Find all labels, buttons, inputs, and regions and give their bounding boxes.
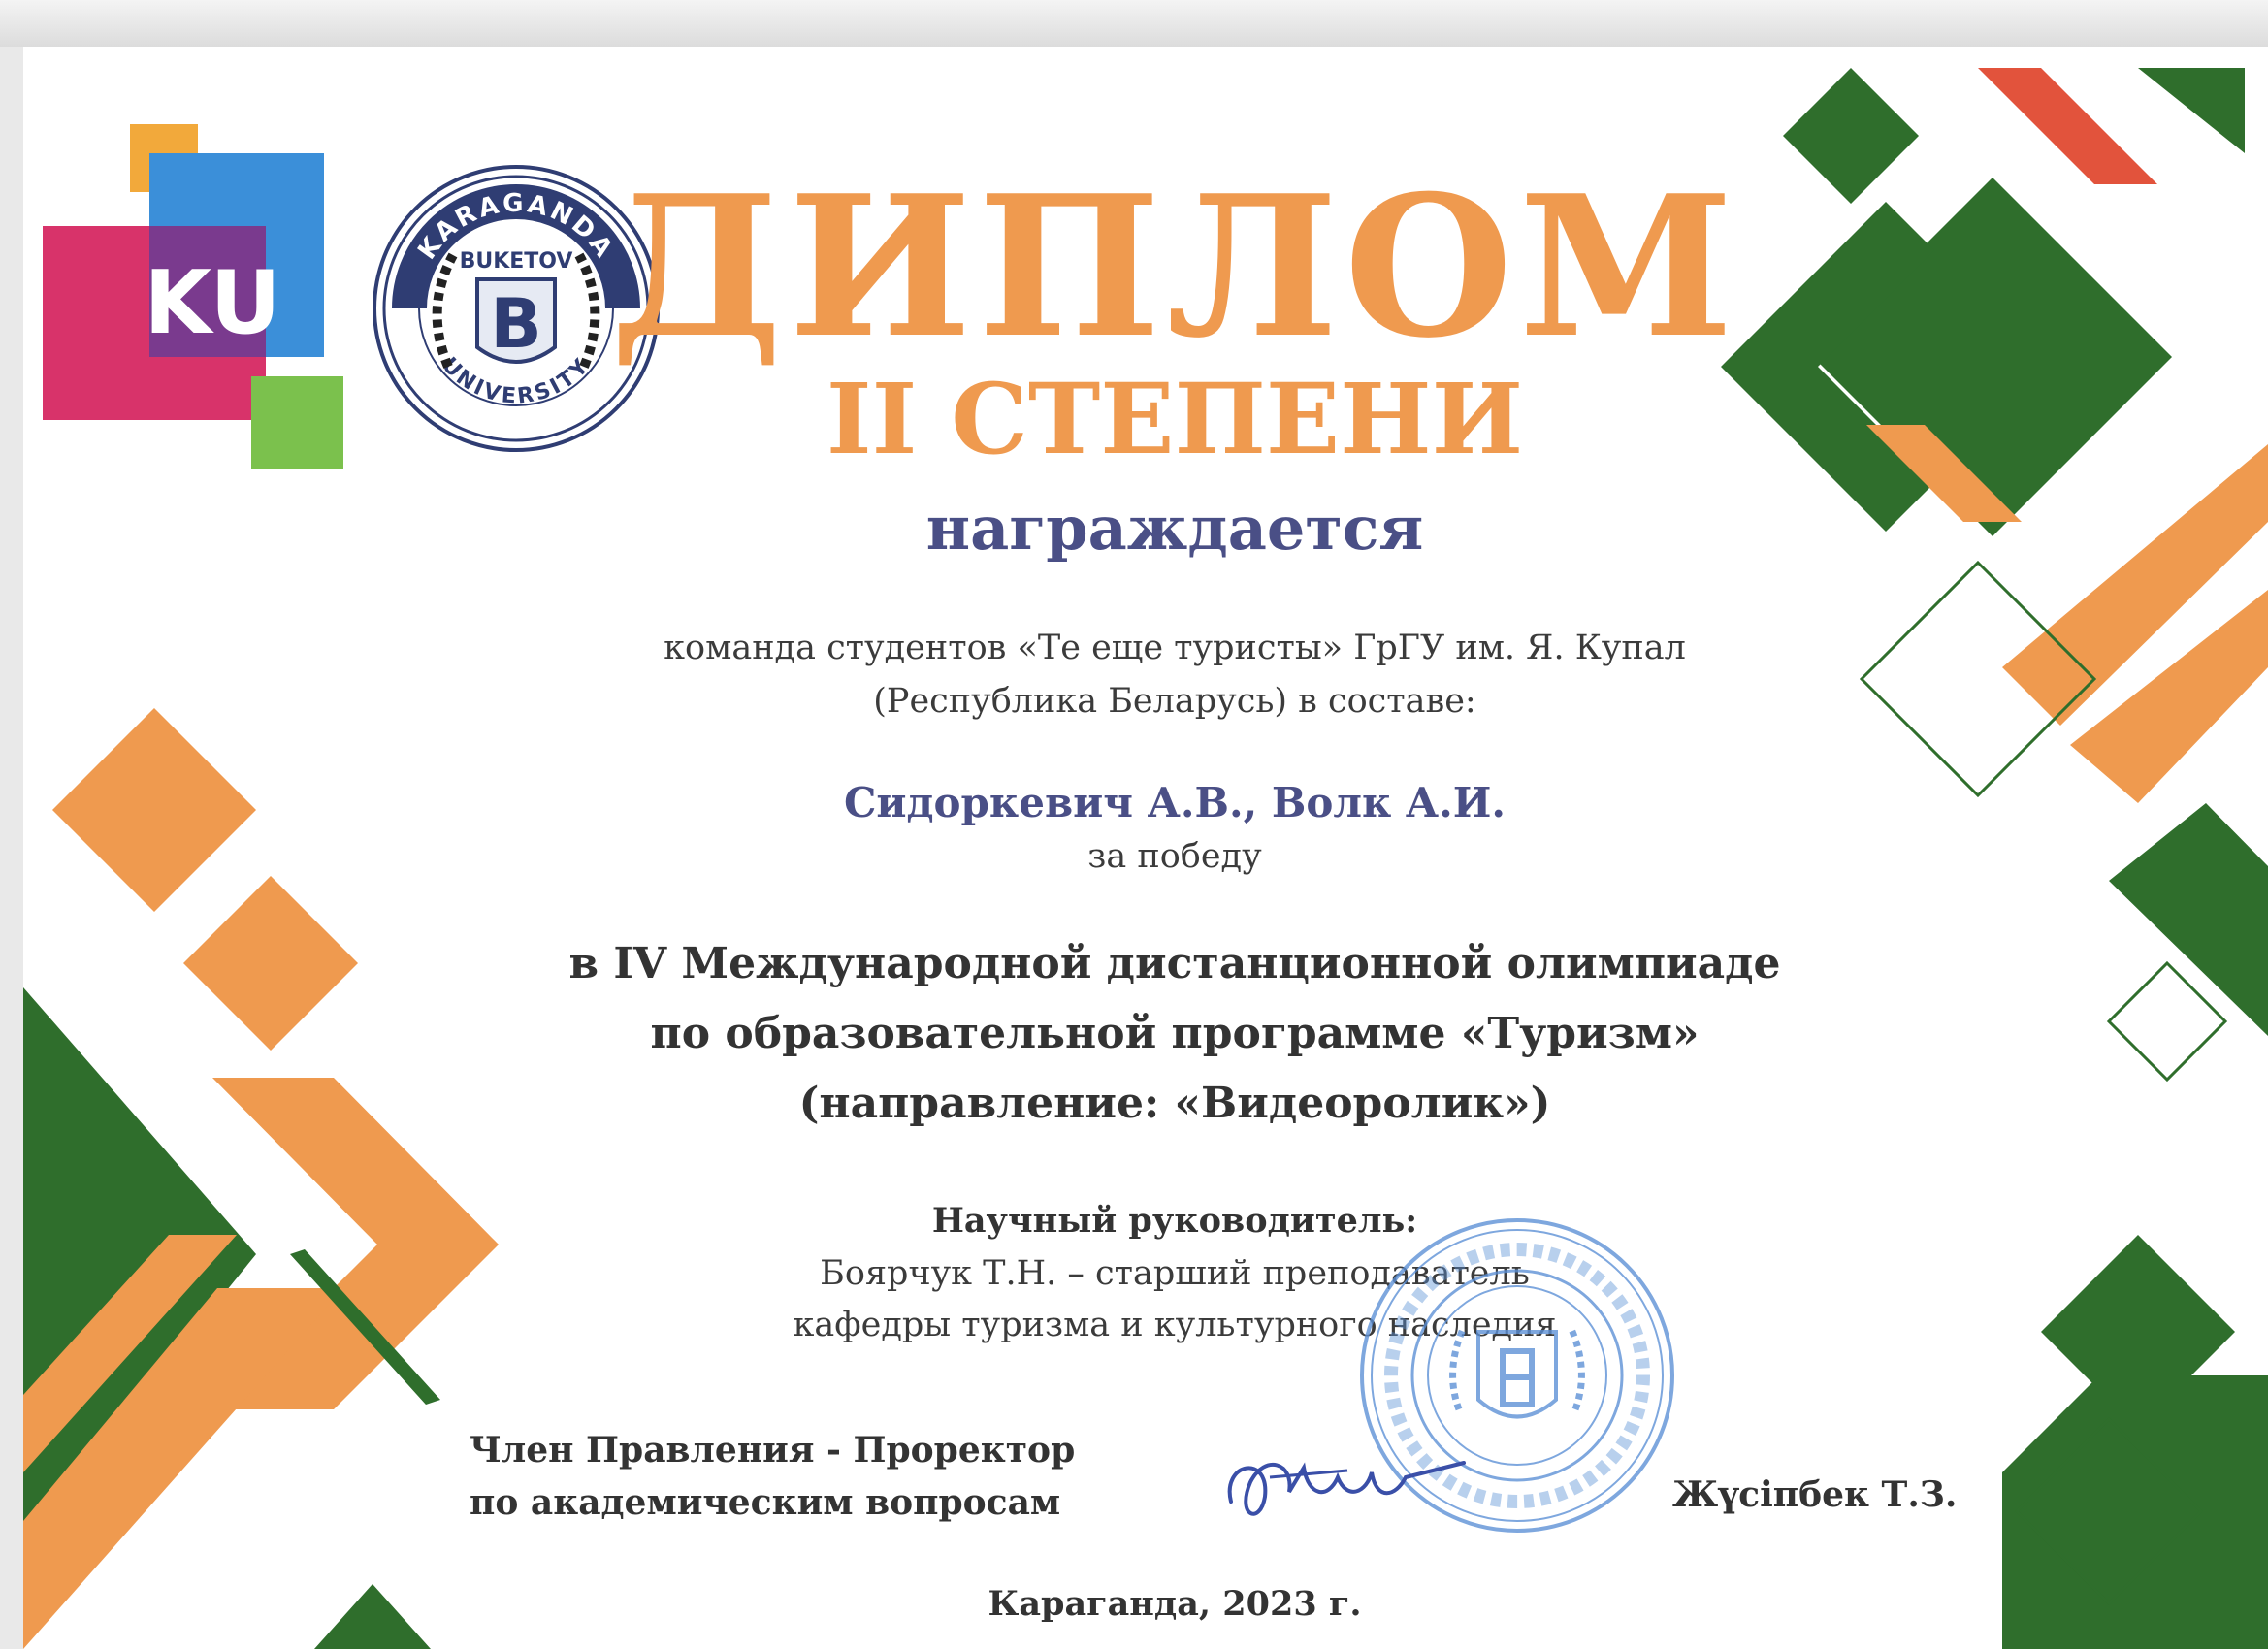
diploma-page <box>23 47 2268 1649</box>
signer-position <box>470 1424 1075 1529</box>
team-line-1: команда студентов «Те еще туристы» ГрГУ им. Я. Купал <box>664 629 1686 667</box>
logo-mark: KU <box>144 252 281 354</box>
signer-name: Жүсіпбек Т.З. <box>1672 1474 1958 1515</box>
seal-name: BUKETOV <box>459 249 573 274</box>
olympiad-line-3: (направление: «Видеоролик») <box>798 1079 1551 1128</box>
seal-letter: B <box>490 284 542 364</box>
supervisor-label: Научный руководитель: <box>931 1201 1418 1241</box>
diploma-title: ДИПЛОМ <box>609 153 1740 381</box>
olympiad-line-2: по образовательной программе «Туризм» <box>650 1009 1700 1058</box>
seal-top-text: KARAGANDA <box>412 188 620 266</box>
supervisor-line-1: Боярчук Т.Н. – старший преподаватель <box>820 1254 1530 1293</box>
supervisor-line-2: кафедры туризма и культурного наследия <box>793 1306 1557 1344</box>
diploma-degree: II СТЕПЕНИ <box>826 362 1524 476</box>
scan-edge <box>0 0 2268 47</box>
team-line-2: (Республика Беларусь) в составе: <box>873 682 1476 721</box>
city-year: Караганда, 2023 г. <box>988 1584 1362 1624</box>
recipient-names: Сидоркевич А.В., Волк А.И. <box>843 779 1507 826</box>
seal-bottom-text: UNIVERSITY <box>437 352 596 409</box>
green-corner-top-right <box>2138 68 2245 153</box>
for-victory: за победу <box>1087 837 1262 876</box>
signer-position-line-2: по академическим вопросам <box>470 1482 1061 1523</box>
awarded-label: награждается <box>925 493 1424 564</box>
signature <box>1212 1424 1483 1540</box>
olympiad-line-1: в IV Международной дистанционной олимпиаде <box>568 939 1781 988</box>
signer-position-line-1: Член Правления - Проректор <box>470 1430 1076 1471</box>
